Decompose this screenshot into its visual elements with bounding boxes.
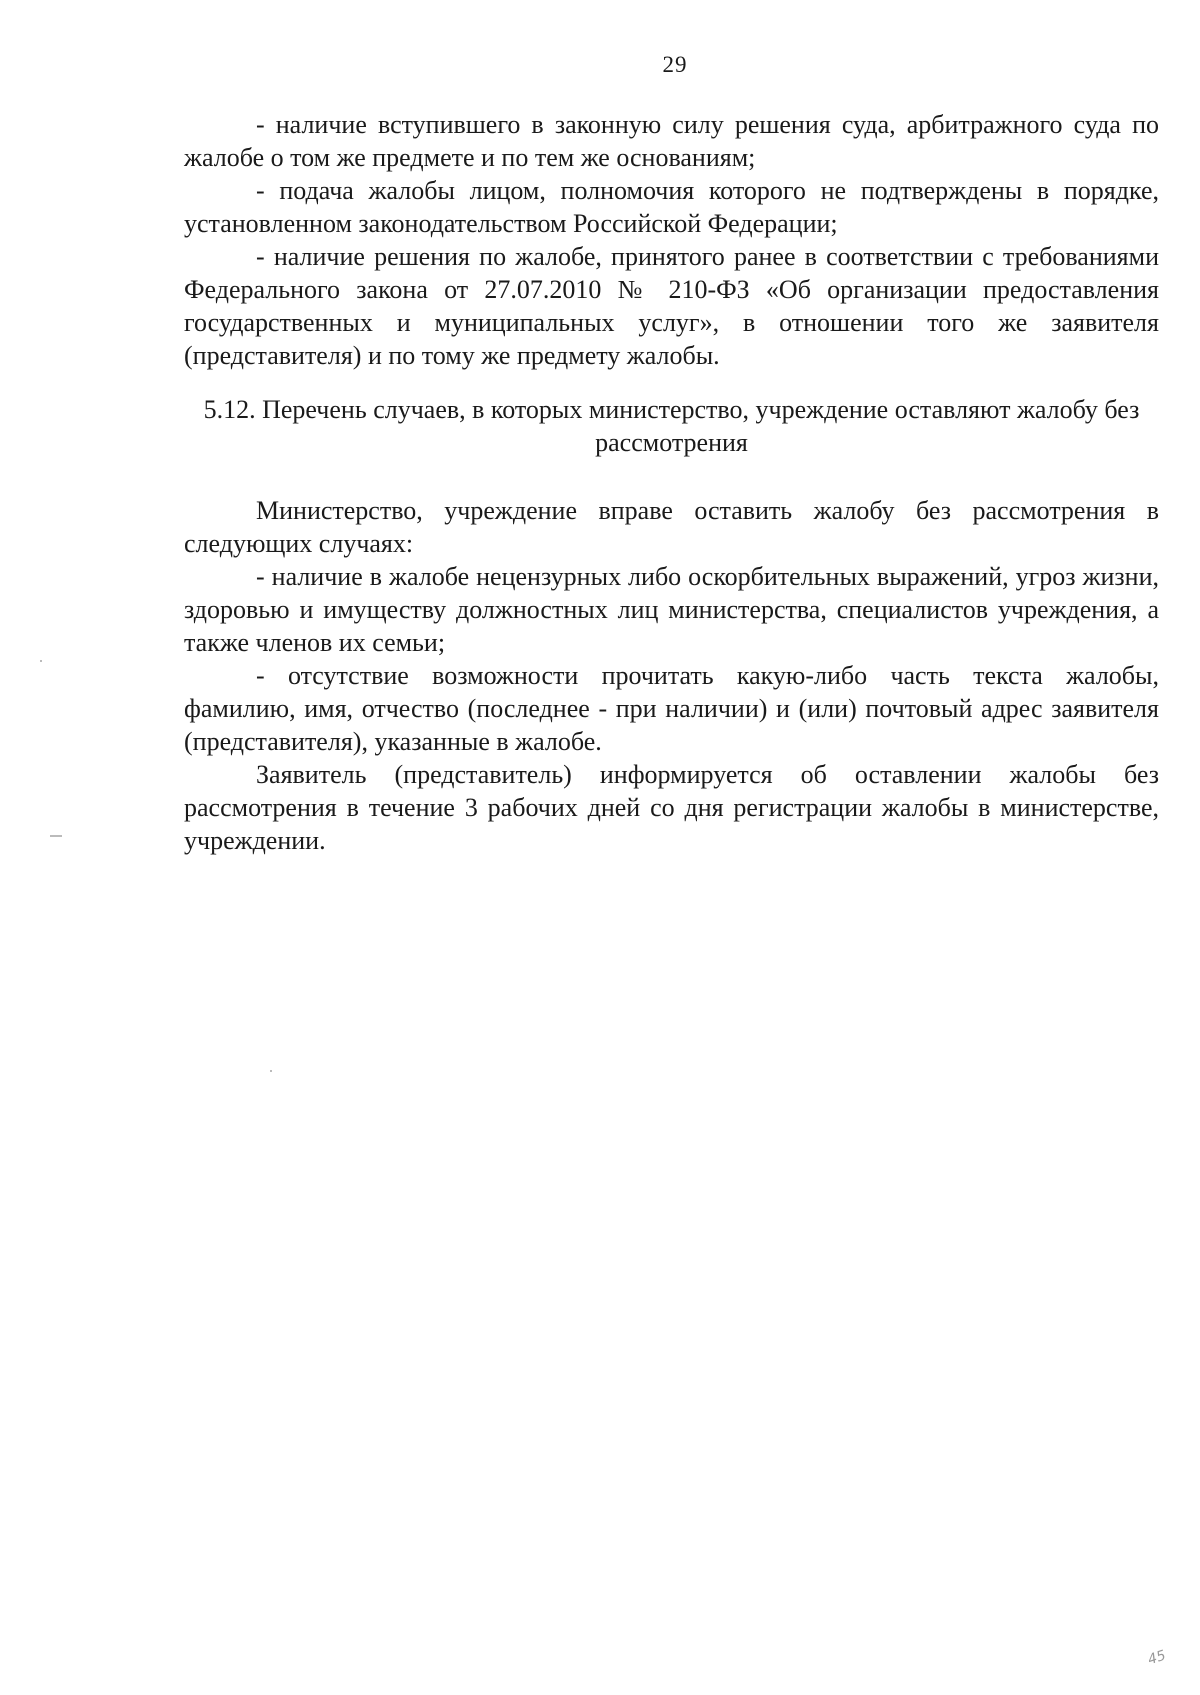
list-item-prior-decision: - наличие решения по жалобе, принятого ранее в соответствии с требованиями Федерального закона от 27.07.2010 № 210-ФЗ «Об организации предоставления государственных и муниципальных услуг», в отношении того же заявителя (представителя) и по тому же предмету жалобы. [184, 242, 1159, 370]
list-item-obscene-language: - наличие в жалобе нецензурных либо оскорбительных выражений, угроз жизни, здоровью и имуществу должностных лиц министерства, специалистов учреждения, а также членов их семьи; [184, 562, 1159, 657]
corner-handwritten-mark: 45 [1145, 1647, 1168, 1669]
notification-paragraph: Заявитель (представитель) информируется об оставлении жалобы без рассмотрения в течение 3 рабочих дней со дня регистрации жалобы в министерстве, учреждении. [184, 760, 1159, 855]
page-number: 29 [662, 52, 688, 77]
scan-speck [270, 1070, 272, 1072]
scan-speck [50, 835, 62, 837]
section-heading-text: 5.12. Перечень случаев, в которых министерство, учреждение оставляют жалобу без рассмотрения [203, 395, 1140, 457]
section-heading [184, 393, 1159, 459]
scan-speck [40, 660, 42, 662]
section-intro: Министерство, учреждение вправе оставить жалобу без рассмотрения в следующих случаях: [184, 496, 1159, 558]
document-body [184, 108, 1159, 857]
list-item-unreadable-text: - отсутствие возможности прочитать какую-либо часть текста жалобы, фамилию, имя, отчество (последнее - при наличии) и (или) почтовый адрес заявителя (представителя), указанные в жалобе. [184, 661, 1159, 756]
list-item-court-decision: - наличие вступившего в законную силу решения суда, арбитражного суда по жалобе о том же предмете и по тем же основаниям; [184, 110, 1159, 172]
list-item-unauthorized-filer: - подача жалобы лицом, полномочия которого не подтверждены в порядке, установленном законодательством Российской Федерации; [184, 176, 1159, 238]
